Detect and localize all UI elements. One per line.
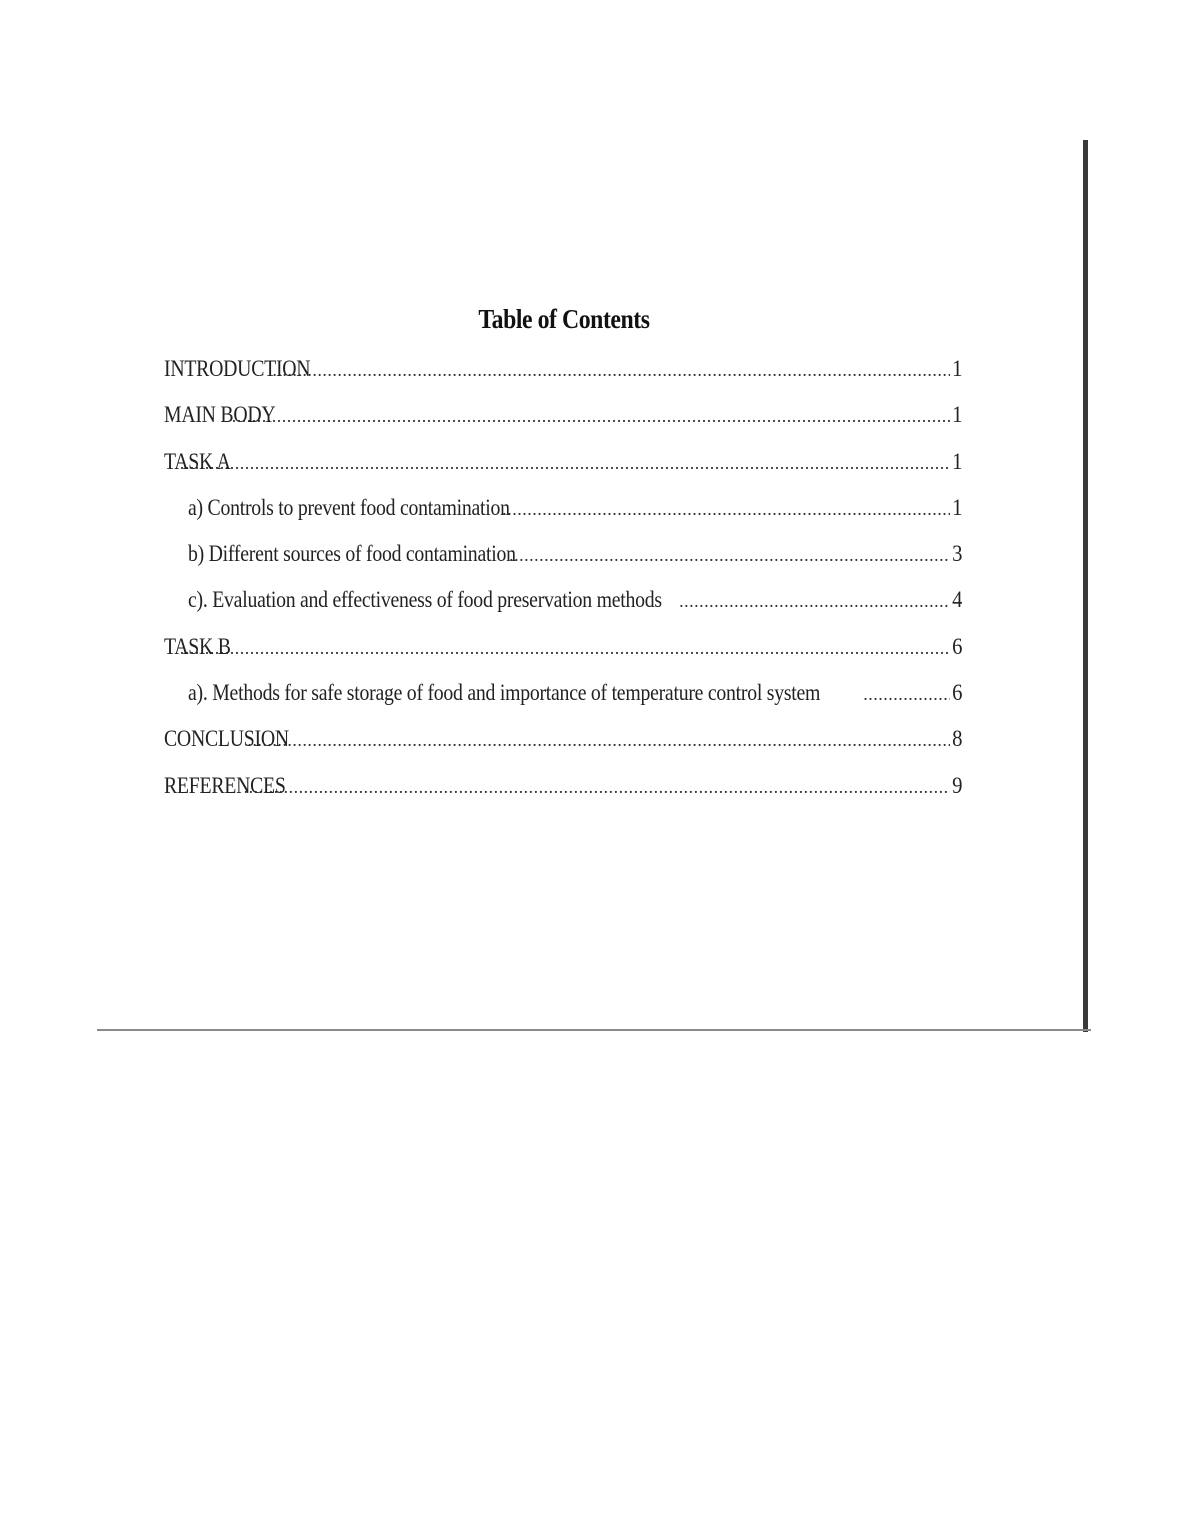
toc-dot-leader <box>245 721 949 759</box>
toc-entry-page: 9 <box>951 772 962 798</box>
toc-entry-label: REFERENCES <box>164 772 286 798</box>
toc-entry-page: 1 <box>951 494 962 520</box>
toc-entry-label: MAIN BODY <box>164 402 276 428</box>
toc-entry-references[interactable] <box>164 767 962 813</box>
toc-dot-leader <box>677 582 949 620</box>
toc-entry-task-b[interactable] <box>164 628 962 674</box>
toc-entry-page: 6 <box>951 680 962 706</box>
toc-entry-label: a). Methods for safe storage of food and importance of temperature control system <box>188 680 821 706</box>
toc-dot-leader <box>178 629 950 667</box>
toc-entry-label: CONCLUSION <box>164 726 289 752</box>
toc-entry-label: c). Evaluation and effectiveness of food preservation methods <box>188 587 662 613</box>
toc-entry-label: b) Different sources of food contamination <box>188 541 516 567</box>
toc-entry-conclusion[interactable] <box>164 720 962 766</box>
toc-entry-main-body[interactable] <box>164 396 962 442</box>
toc-entry-controls-prevent-contamination[interactable] <box>164 489 962 535</box>
toc-entry-preservation-methods[interactable] <box>164 581 962 627</box>
toc-dot-leader <box>270 351 949 389</box>
toc-entry-page: 6 <box>951 633 962 659</box>
toc-entry-label: TASK A <box>164 448 231 474</box>
toc-dot-leader <box>861 675 949 713</box>
toc-dot-leader <box>242 768 950 806</box>
toc-entry-label: INTRODUCTION <box>164 356 311 381</box>
toc-entry-page: 3 <box>951 541 962 567</box>
toc-entry-label: TASK B <box>164 633 231 659</box>
toc-entry-page: 1 <box>951 356 962 381</box>
toc-entry-page: 8 <box>951 726 962 752</box>
page-border-bottom <box>97 1029 1091 1031</box>
toc-dot-leader <box>500 490 949 528</box>
page-border-right <box>1083 140 1088 1032</box>
toc-entry-label: a) Controls to prevent food contamination <box>188 494 510 520</box>
toc-entry-page: 1 <box>951 402 962 428</box>
toc-dot-leader <box>178 444 950 482</box>
toc-entry-introduction[interactable] <box>164 350 962 396</box>
toc-title: Table of Contents <box>478 304 650 335</box>
toc-entry-page: 4 <box>951 587 962 613</box>
toc-entry-task-a[interactable] <box>164 443 962 489</box>
toc-list <box>164 350 962 813</box>
toc-dot-leader <box>507 536 949 574</box>
toc-entry-page: 1 <box>951 448 962 474</box>
toc-dot-leader <box>230 397 950 435</box>
toc-entry-sources-of-contamination[interactable] <box>164 535 962 581</box>
toc-entry-safe-storage-methods[interactable] <box>164 674 962 720</box>
